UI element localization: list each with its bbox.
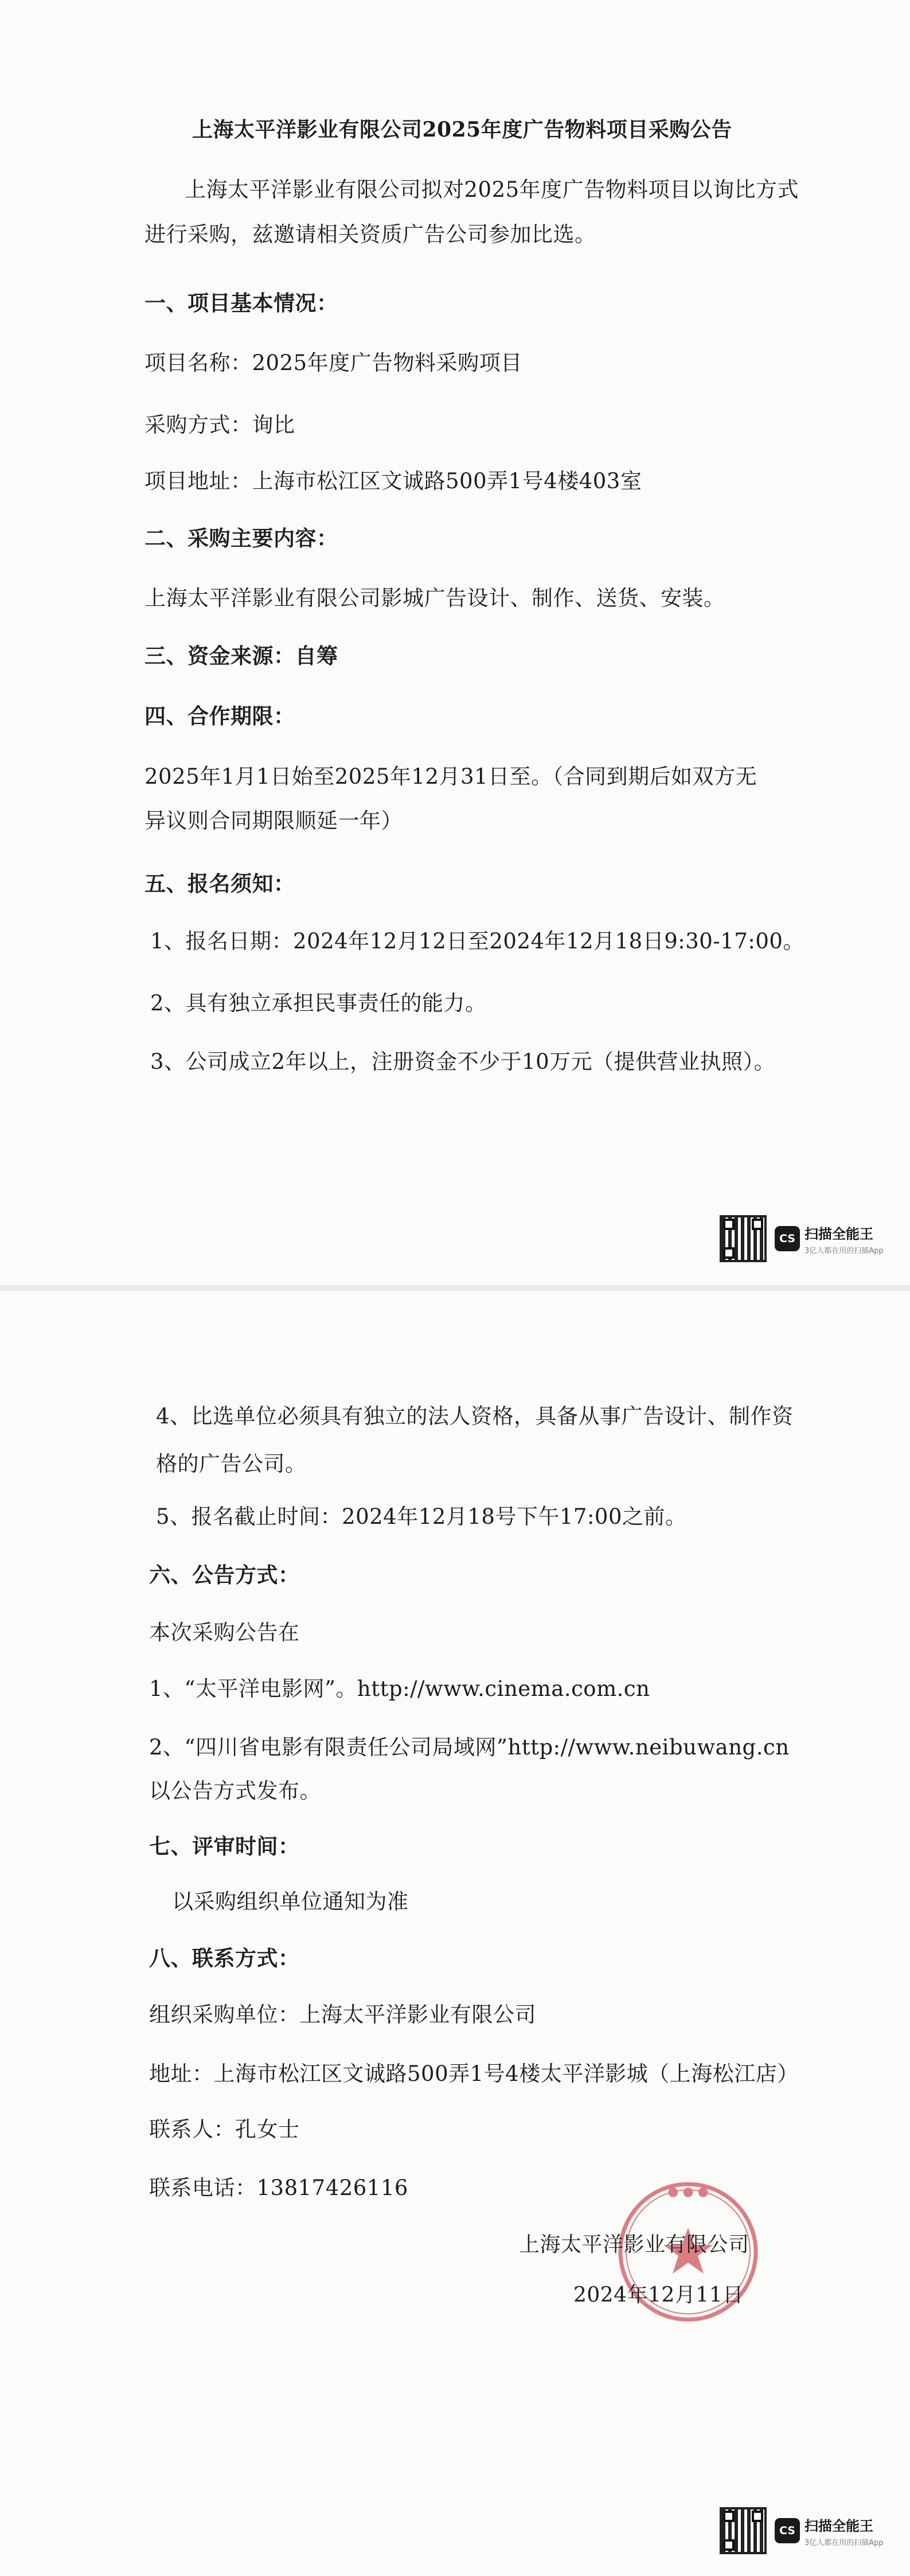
announce-channel-2: 2、“四川省电影有限责任公司局域网”http://www.neibuwang.cn (149, 1735, 790, 1760)
announce-intro: 本次采购公告在 (149, 1620, 300, 1645)
contact-phone: 联系电话：13817426116 (149, 2176, 408, 2200)
section-4-line-1: 2025年1月1日始至2025年12月31日至。（合同到期后如双方无 (144, 764, 757, 789)
svg-text:● ● ●: ● ● ● (667, 2185, 709, 2199)
procurement-method: 采购方式：询比 (144, 413, 295, 437)
document-title: 上海太平洋影业有限公司2025年度广告物料项目采购公告 (192, 118, 732, 142)
section-2-content: 上海太平洋影业有限公司影城广告设计、制作、送货、安装。 (144, 586, 725, 610)
announce-channel-1: 1、“太平洋电影网”。http://www.cinema.com.cn (149, 1676, 650, 1701)
contact-address: 地址：上海市松江区文诚路500弄1号4楼太平洋影城（上海松江店） (149, 2061, 799, 2086)
project-address: 项目地址：上海市松江区文诚路500弄1号4楼403室 (144, 469, 642, 493)
scanner-app-name: 扫描全能王 (804, 1225, 873, 1242)
section-7-content: 以采购组织单位通知为准 (172, 1889, 409, 1914)
requirement-item-5: 5、报名截止时间：2024年12月18号下午17:00之前。 (156, 1504, 687, 1529)
scanner-app-slogan: 3亿人都在用的扫描App (804, 1246, 884, 1255)
section-4-heading: 四、合作期限： (144, 703, 295, 729)
intro-paragraph-line-2: 进行采购，兹邀请相关资质广告公司参加比选。 (144, 222, 596, 247)
scanner-watermark-2 (720, 2507, 884, 2554)
announce-end: 以公告方式发布。 (149, 1779, 321, 1803)
contact-person: 联系人：孔女士 (149, 2117, 300, 2142)
qr-code-icon (720, 2507, 767, 2554)
signature-company: 上海太平洋影业有限公司 (519, 2233, 749, 2256)
requirement-item-1: 1、报名日期：2024年12月12日至2024年12月18日9:30-17:00。 (150, 929, 804, 954)
scanner-app-name: 扫描全能王 (804, 2517, 873, 2534)
page-divider (0, 1285, 910, 1291)
requirement-item-4-line-1: 4、比选单位必须具有独立的法人资格，具备从事广告设计、制作资 (156, 1404, 794, 1429)
section-1-heading: 一、项目基本情况： (144, 290, 338, 316)
section-5-heading: 五、报名须知： (144, 871, 295, 896)
section-6-heading: 六、公告方式： (149, 1562, 300, 1587)
document-page-1 (0, 0, 910, 1285)
requirement-item-4-line-2: 格的广告公司。 (156, 1452, 307, 1476)
signature-date: 2024年12月11日 (573, 2283, 744, 2307)
document-page-2 (0, 1291, 910, 2576)
section-7-heading: 七、评审时间： (149, 1834, 300, 1859)
section-4-line-2: 异议则合同期限顺延一年） (144, 808, 403, 833)
scanner-app-slogan: 3亿人都在用的扫描App (804, 2538, 884, 2547)
scanner-watermark (720, 1215, 884, 1262)
section-2-heading: 二、采购主要内容： (144, 526, 338, 551)
section-3-heading: 三、资金来源：自筹 (144, 643, 338, 668)
qr-code-icon (720, 1215, 767, 1262)
camscanner-logo-icon: CS (775, 1226, 800, 1251)
requirement-item-2: 2、具有独立承担民事责任的能力。 (150, 991, 487, 1015)
contact-organization: 组织采购单位：上海太平洋影业有限公司 (149, 2002, 536, 2027)
camscanner-logo-icon: CS (775, 2518, 800, 2543)
intro-paragraph-line-1: 上海太平洋影业有限公司拟对2025年度广告物料项目以询比方式 (185, 177, 799, 202)
section-8-heading: 八、联系方式： (149, 1945, 300, 1971)
requirement-item-3: 3、公司成立2年以上，注册资金不少于10万元（提供营业执照）。 (150, 1049, 776, 1074)
project-name: 项目名称：2025年度广告物料采购项目 (144, 351, 522, 375)
